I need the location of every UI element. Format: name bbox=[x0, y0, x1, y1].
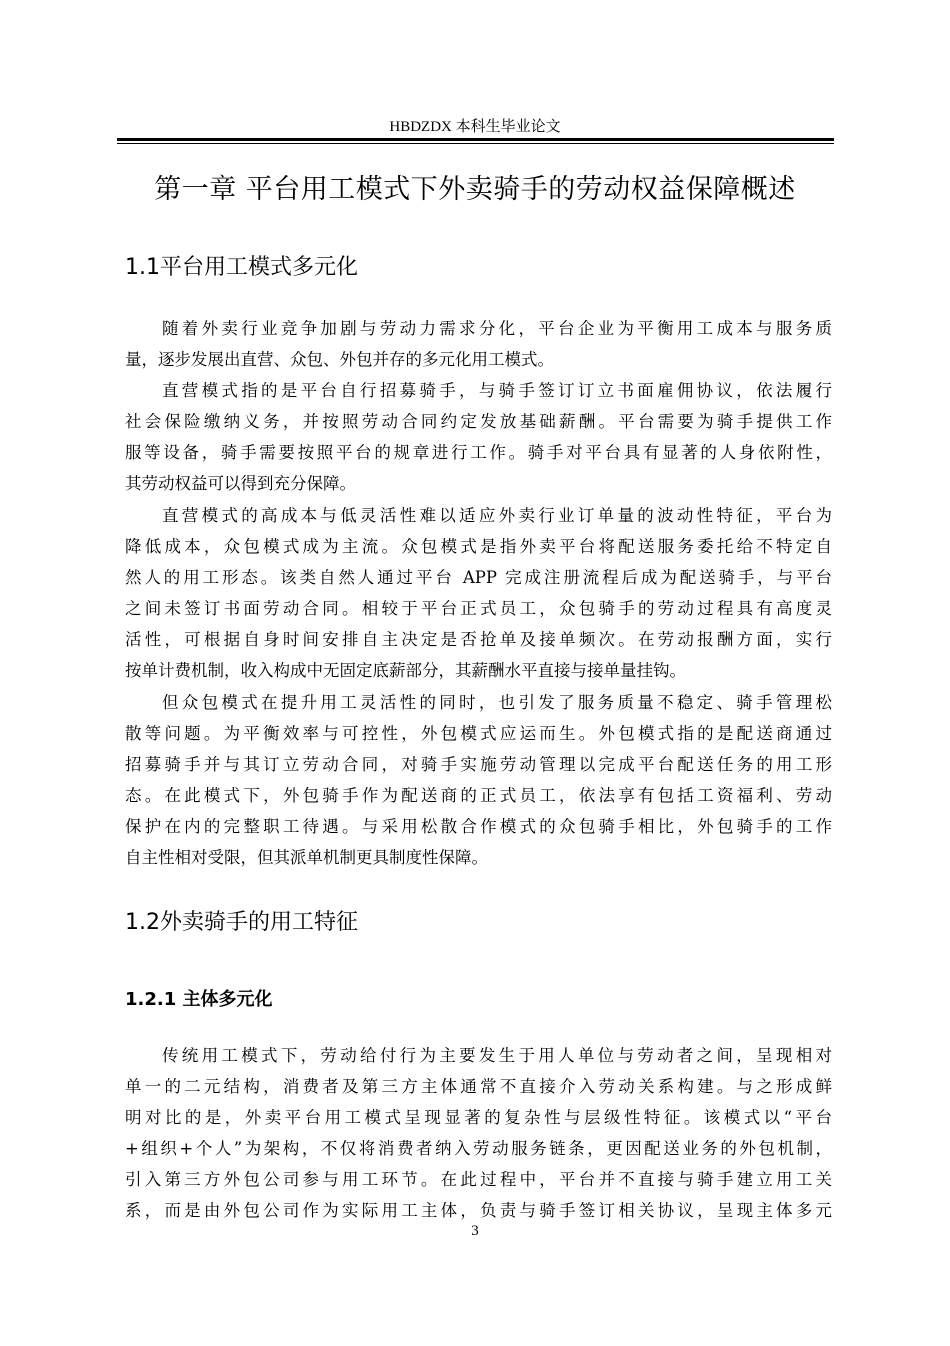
paragraph-line: 但众包模式在提升用工灵活性的同时，也引发了服务质量不稳定、骑手管理松 bbox=[162, 693, 832, 712]
paragraph-direct-mode bbox=[125, 375, 832, 499]
paragraph-line: 散等问题。为平衡效率与可控性，外包模式应运而生。外包模式指的是配送商通过 bbox=[125, 724, 832, 743]
paragraph-line: 按单计费机制，收入构成中无固定底薪部分，其薪酬水平直接与接单量挂钩。 bbox=[125, 661, 686, 680]
paragraph-line: 传统用工模式下，劳动给付行为主要发生于用人单位与劳动者之间，呈现相对 bbox=[162, 1046, 832, 1065]
header-rule-thin bbox=[117, 143, 834, 144]
paragraph-line: 保护在内的完整职工待遇。与采用松散合作模式的众包骑手相比，外包骑手的工作 bbox=[125, 817, 832, 836]
paragraph-line: 招募骑手并与其订立劳动合同，对骑手实施劳动管理以完成平台配送任务的用工形 bbox=[125, 755, 832, 774]
paragraph-multi-mode-intro bbox=[125, 313, 832, 375]
paragraph-line: 系，而是由外包公司作为实际用工主体，负责与骑手签订相关协议，呈现主体多元 bbox=[125, 1201, 832, 1220]
paragraph-line: 直营模式的高成本与低灵活性难以适应外卖行业订单量的波动性特征，平台为 bbox=[162, 506, 832, 525]
paragraph-line: 自主性相对受限，但其派单机制更具制度性保障。 bbox=[125, 848, 488, 867]
page-number: 3 bbox=[471, 1223, 479, 1239]
paragraph-line: 社会保险缴纳义务，并按照劳动合同约定发放基础薪酬。平台需要为骑手提供工作 bbox=[125, 412, 832, 431]
paragraph-line: 引入第三方外包公司参与用工环节。在此过程中，平台并不直接与骑手建立用工关 bbox=[125, 1170, 832, 1189]
paragraph-subject-diversity bbox=[125, 1040, 832, 1226]
header-rule-thick bbox=[117, 138, 834, 141]
paragraph-line: 然人的用工形态。该类自然人通过平台 APP 完成注册流程后成为配送骑手，与平台 bbox=[125, 568, 832, 587]
paragraph-line: 量，逐步发展出直营、众包、外包并存的多元化用工模式。 bbox=[125, 350, 554, 369]
running-header: HBDZDX 本科生毕业论文 bbox=[389, 119, 561, 135]
paragraph-line: 活性，可根据自身时间安排自主决定是否抢单及接单频次。在劳动报酬方面，实行 bbox=[125, 630, 832, 649]
paragraph-line: 之间未签订书面劳动合同。相较于平台正式员工，众包骑手的劳动过程具有高度灵 bbox=[125, 599, 832, 618]
paragraph-line: 态。在此模式下，外包骑手作为配送商的正式员工，依法享有包括工资福利、劳动 bbox=[125, 786, 832, 805]
section-heading-1-1: 1.1平台用工模式多元化 bbox=[125, 255, 358, 280]
paragraph-line: 服等设备，骑手需要按照平台的规章进行工作。骑手对平台具有显著的人身依附性， bbox=[125, 443, 832, 462]
paragraph-line: 明对比的是，外卖平台用工模式呈现显著的复杂性与层级性特征。该模式以“平台 bbox=[125, 1108, 832, 1127]
section-heading-1-2: 1.2外卖骑手的用工特征 bbox=[125, 910, 358, 935]
paragraph-line: 降低成本，众包模式成为主流。众包模式是指外卖平台将配送服务委托给不特定自 bbox=[125, 537, 832, 556]
paragraph-line: 随着外卖行业竞争加剧与劳动力需求分化，平台企业为平衡用工成本与服务质 bbox=[162, 319, 832, 338]
paragraph-line: +组织+个人”为架构，不仅将消费者纳入劳动服务链条，更因配送业务的外包机制， bbox=[125, 1139, 832, 1158]
paragraph-crowdsourcing-mode bbox=[125, 500, 832, 686]
paragraph-line: 单一的二元结构，消费者及第三方主体通常不直接介入劳动关系构建。与之形成鲜 bbox=[125, 1077, 832, 1096]
paragraph-outsourcing-mode bbox=[125, 687, 832, 873]
subsection-heading-1-2-1: 1.2.1 主体多元化 bbox=[125, 989, 273, 1010]
chapter-title: 第一章 平台用工模式下外卖骑手的劳动权益保障概述 bbox=[154, 174, 796, 205]
paragraph-line: 其劳动权益可以得到充分保障。 bbox=[125, 474, 356, 493]
paragraph-line: 直营模式指的是平台自行招募骑手，与骑手签订订立书面雇佣协议，依法履行 bbox=[162, 381, 832, 400]
